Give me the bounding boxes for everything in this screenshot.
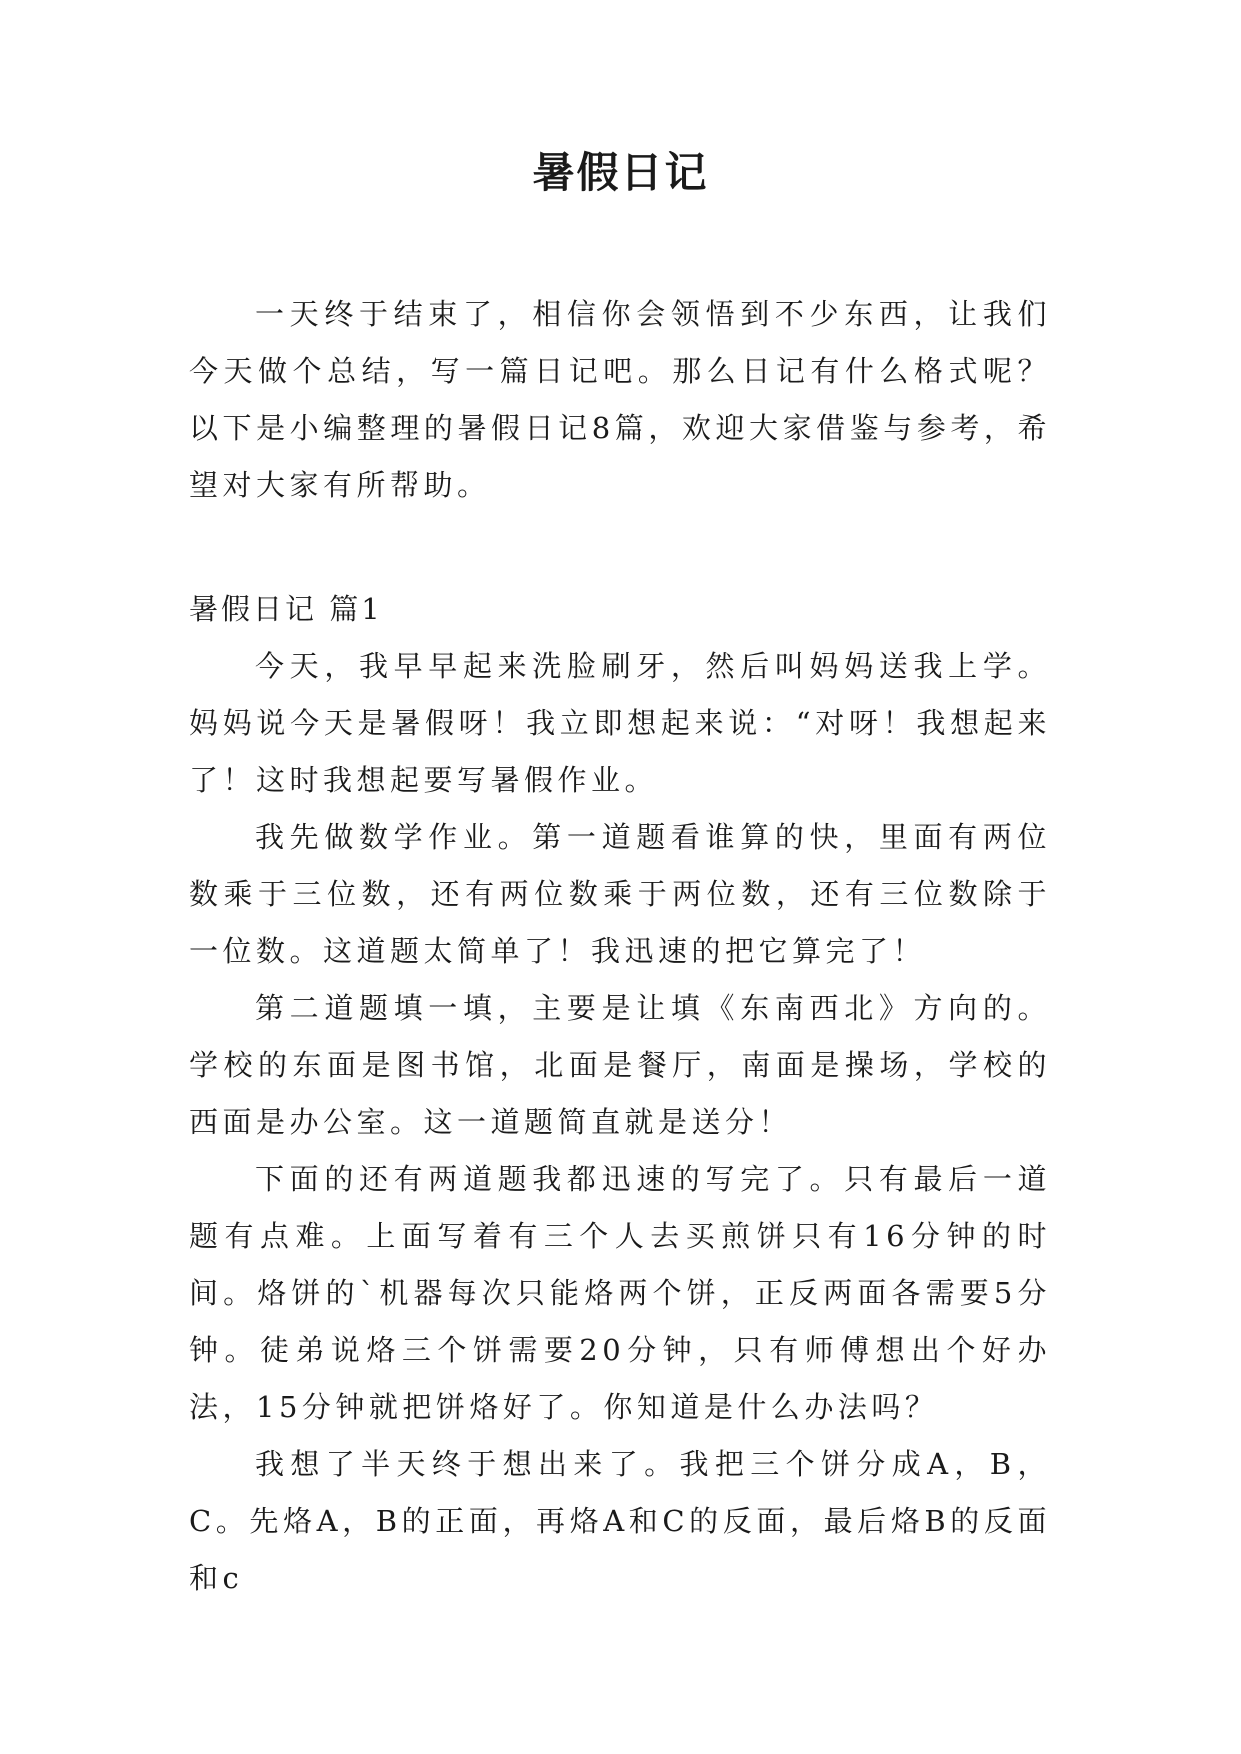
section-heading: 暑假日记 篇1 xyxy=(189,592,383,626)
body-paragraph: 我先做数学作业。第一道题看谁算的快，里面有两位数乘于三位数，还有两位数乘于两位数，还有三位数除于一位数。这道题太简单了！我迅速的把它算完了！ xyxy=(189,820,1051,968)
document-title: 暑假日记 xyxy=(532,148,709,197)
document-body xyxy=(189,286,1051,1607)
body-paragraph: 第二道题填一填，主要是让填《东南西北》方向的。学校的东面是图书馆，北面是餐厅，南面是操场，学校的西面是办公室。这一道题简直就是送分！ xyxy=(189,991,1051,1139)
body-paragraph: 下面的还有两道题我都迅速的写完了。只有最后一道题有点难。上面写着有三个人去买煎饼只有16分钟的时间。烙饼的`机器每次只能烙两个饼，正反两面各需要5分钟。徒弟说烙三个饼需要20分钟，只有师傅想出个好办法，15分钟就把饼烙好了。你知道是什么办法吗？ xyxy=(189,1162,1051,1424)
body-paragraph: 今天，我早早起来洗脸刷牙，然后叫妈妈送我上学。妈妈说今天是暑假呀！我立即想起来说：“对呀！我想起来了！这时我想起要写暑假作业。 xyxy=(189,649,1051,797)
body-paragraph: 我想了半天终于想出来了。我把三个饼分成A，B，C。先烙A，B的正面，再烙A和C的反面，最后烙B的反面和c xyxy=(189,1447,1051,1595)
intro-paragraph: 一天终于结束了，相信你会领悟到不少东西，让我们今天做个总结，写一篇日记吧。那么日记有什么格式呢？以下是小编整理的暑假日记8篇，欢迎大家借鉴与参考，希望对大家有所帮助。 xyxy=(189,297,1051,502)
